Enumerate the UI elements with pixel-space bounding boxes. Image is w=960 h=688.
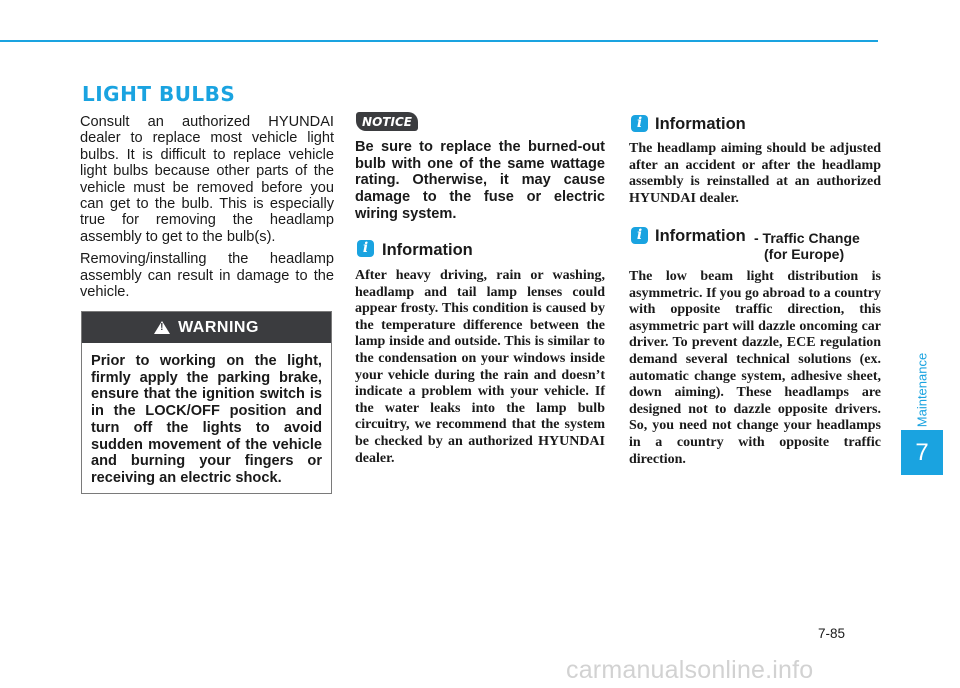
section-title: LIGHT BULBS [82, 82, 236, 106]
intro-text [80, 114, 334, 306]
chapter-tab: 7 [901, 430, 943, 475]
page-number: 7-85 [818, 626, 846, 641]
info-title: Information [655, 115, 746, 133]
info-icon: i [357, 240, 374, 257]
watermark: carmanualsonline.info [566, 656, 814, 684]
warning-header [82, 312, 331, 343]
info-text: The headlamp aiming should be adjusted after an accident or after the headlamp assembly is reinstalled at an authorized HYUNDAI dealer. [629, 141, 881, 206]
top-rule [0, 40, 878, 42]
intro-paragraph: Consult an authorized HYUNDAI dealer to replace most vehicle light bulbs. It is difficult to replace vehicle light bulbs because other parts of the vehicle must be removed before you can get to the bulb. This is especially true for removing the headlamp assembly to get to the bulb(s). [80, 114, 334, 245]
info-subtitle: (for Europe) [764, 246, 845, 262]
intro-paragraph: Removing/installing the headlamp assembly can result in damage to the vehicle. [80, 251, 334, 301]
warning-label: WARNING [178, 318, 259, 336]
notice-badge: NOTICE [356, 112, 418, 131]
info-text: The low beam light distribution is asymmetric. If you go abroad to a country with opposite traffic direction, this asymmetric part will dazzle oncoming car driver. To prevent dazzle, ECE regulation demand several technical solutions (ex. automatic change system, adhesive sheet, down aiming). These headlamps are designed not to dazzle opposite drivers. So, you need not change your headlamps in a country with opposite traffic direction. [629, 269, 881, 467]
info-title: Information [655, 227, 746, 245]
warning-box [81, 311, 332, 494]
notice-text: Be sure to replace the burned-out bulb with one of the same wattage rating. Otherwise, it may cause damage to the fuse or electric wiring system. [355, 139, 605, 222]
warning-triangle-icon [154, 321, 170, 334]
info-text: After heavy driving, rain or washing, headlamp and tail lamp lenses could appear frosty. This condition is caused by the temperature difference between the lamp inside and outside. This is similar to the condensation on your windows inside your vehicle during the rain and doesn’t indicate a problem with your vehicle. If the water leaks into the lamp bulb circuitry, we recommend that the system be checked by an authorized HYUNDAI dealer. [355, 268, 605, 466]
warning-text: Prior to working on the light, firmly apply the parking brake, ensure that the ignition switch is in the LOCK/OFF position and turn off the lights to avoid sudden movement of the vehicle and burning your fingers or receiving an electric shock. [91, 353, 322, 486]
info-icon: i [631, 227, 648, 244]
info-title: Information [382, 241, 473, 259]
chapter-side-label: Maintenance [914, 352, 930, 428]
info-subtitle: - Traffic Change [754, 230, 860, 246]
info-icon: i [631, 115, 648, 132]
